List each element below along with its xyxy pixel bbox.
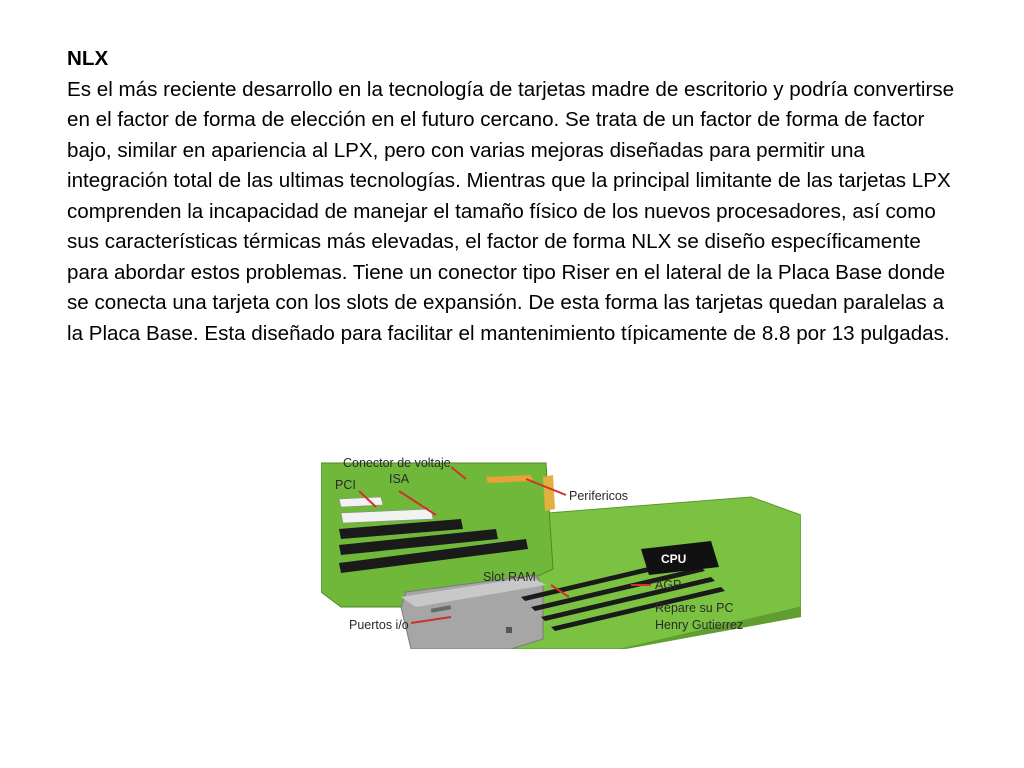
label-credit-2: Henry Gutierrez [655, 618, 744, 632]
label-puertos: Puertos i/o [349, 618, 409, 632]
peripheral-connector-2 [543, 475, 555, 511]
slide-body: Es el más reciente desarrollo en la tecnología de tarjetas madre de escritorio y podría convertirse en el factor de forma de elección en el futuro cercano. Se trata de un factor de forma de factor bajo, similar en apariencia al LPX, pero con varias mejoras diseñadas para permitir una integración total de las ultimas tecnologías. Mientras que la principal limitante de las tarjetas LPX comprenden la incapacidad de manejar el tamaño físico de los nuevos procesadores, así como sus características térmicas más elevadas, el factor de forma NLX se diseño específicamente para abordar estos problemas. Tiene un conector tipo Riser en el lateral de la Placa Base donde se conecta una tarjeta con los slots de expansión. De esta forma las tarjetas quedan paralelas a la Placa Base. Esta diseñado para facilitar el mantenimiento típicamente de 8.8 por 13 pulgadas. [67, 77, 955, 345]
label-pci: PCI [335, 478, 356, 492]
cpu-label: CPU [661, 552, 687, 566]
label-conector-voltaje: Conector de voltaje [343, 457, 451, 470]
text-block [67, 44, 957, 349]
label-agp: AGP [655, 578, 682, 592]
nlx-board-diagram [321, 457, 801, 649]
label-perifericos: Perifericos [569, 489, 629, 503]
label-credit-1: Repare su PC [655, 601, 734, 615]
io-bracket-screw [506, 627, 512, 633]
motherboard-figure [321, 457, 801, 649]
label-slot-ram: Slot RAM [483, 570, 536, 584]
slide-title: NLX [67, 47, 109, 70]
label-isa: ISA [389, 472, 410, 486]
pci-slot-1 [339, 497, 383, 507]
